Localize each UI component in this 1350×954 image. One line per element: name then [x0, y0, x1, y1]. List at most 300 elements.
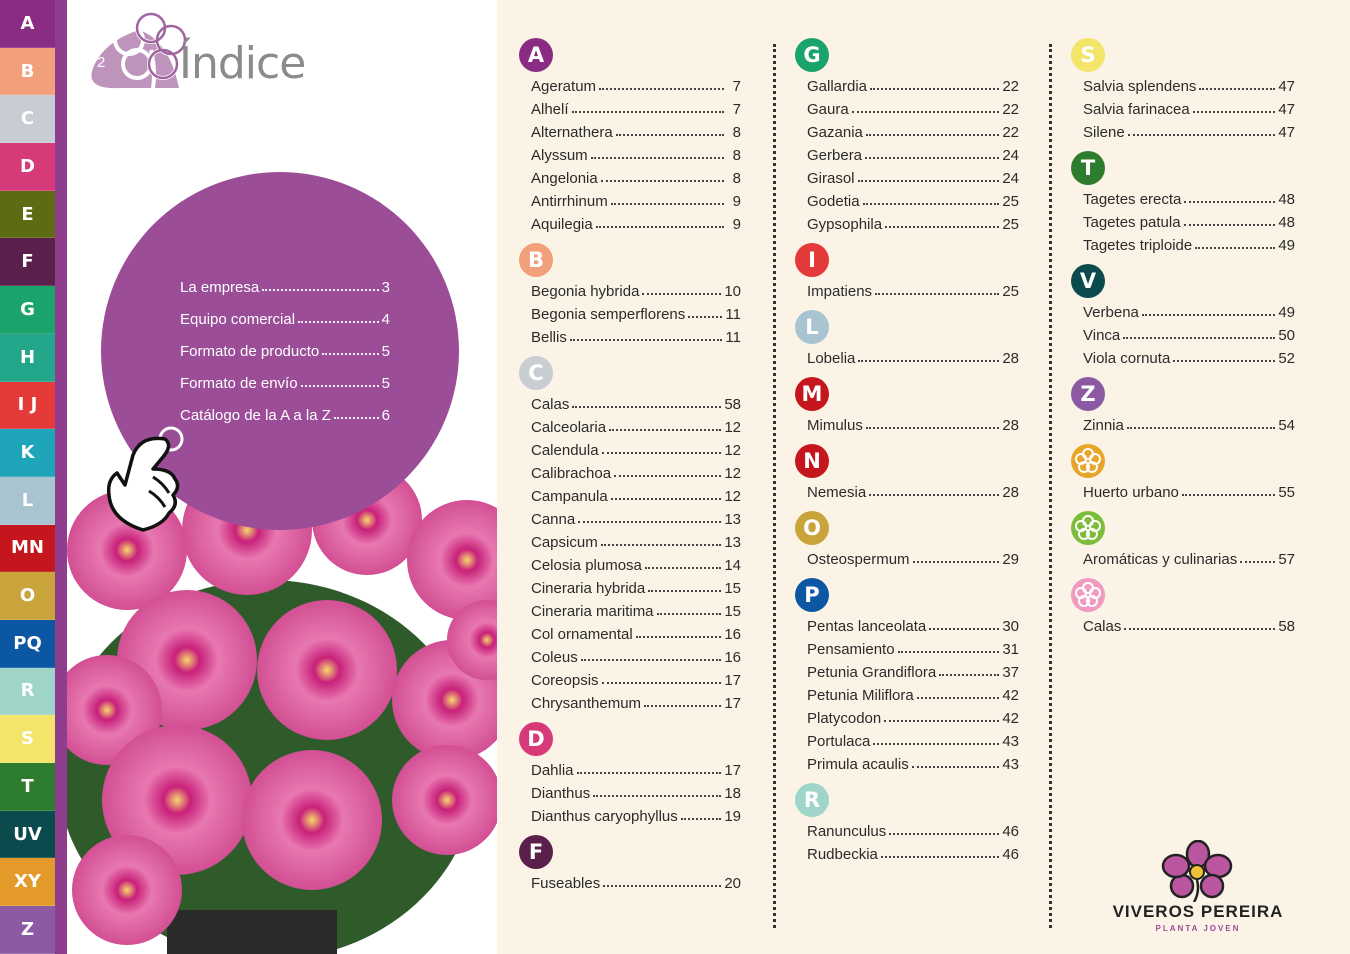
- index-section: [1080, 377, 1295, 434]
- flower-icon[interactable]: [1071, 511, 1105, 545]
- leader-dots: [898, 651, 1000, 653]
- tab-l[interactable]: L: [0, 477, 55, 525]
- entry-name: Chrysanthemum: [531, 695, 642, 712]
- entry-page: 11: [725, 329, 741, 346]
- index-section: [803, 444, 1019, 501]
- leader-dots: [570, 339, 723, 341]
- index-section: [528, 356, 741, 712]
- index-entry[interactable]: [531, 551, 741, 574]
- index-section: [801, 377, 1019, 434]
- letter-badge-i[interactable]: I: [795, 243, 829, 277]
- pointing-hand-icon: [103, 425, 193, 535]
- alphabet-tabs: [0, 0, 55, 954]
- entry-page: 7: [732, 78, 741, 95]
- tab-g[interactable]: G: [0, 286, 55, 334]
- index-section: [1080, 151, 1295, 254]
- letter-badge-z[interactable]: Z: [1071, 377, 1105, 411]
- leader-dots: [572, 406, 721, 408]
- letter-badge-l[interactable]: L: [795, 310, 829, 344]
- tab-t[interactable]: T: [0, 763, 55, 811]
- index-entry[interactable]: [531, 413, 741, 436]
- index-entry[interactable]: [531, 72, 741, 95]
- leader-dots: [1127, 427, 1275, 429]
- entry-page: 54: [1278, 417, 1295, 434]
- index-section: [527, 722, 741, 825]
- entry-name: Silene: [1083, 124, 1125, 141]
- leader-dots: [616, 134, 724, 136]
- index-entry[interactable]: [1083, 411, 1295, 434]
- index-entry[interactable]: [1083, 478, 1295, 501]
- index-entry[interactable]: [1083, 545, 1295, 568]
- index-entry[interactable]: [531, 436, 741, 459]
- brand-tagline: PLANTA JOVEN: [1155, 924, 1241, 933]
- index-entry[interactable]: [807, 478, 1019, 501]
- entry-name: Calceolaria: [531, 419, 607, 436]
- leader-dots: [912, 766, 1000, 768]
- leader-dots: [1199, 88, 1275, 90]
- menu-item[interactable]: [180, 392, 390, 424]
- index-entry[interactable]: [1083, 72, 1295, 95]
- entry-name: Calendula: [531, 442, 599, 459]
- leader-dots: [866, 427, 999, 429]
- index-entry[interactable]: [807, 635, 1019, 658]
- tab-d[interactable]: D: [0, 143, 55, 191]
- entry-page: 18: [724, 785, 741, 802]
- intro-menu: [180, 264, 390, 424]
- index-entry[interactable]: [531, 210, 741, 233]
- column-divider: [1049, 44, 1052, 928]
- index-entry[interactable]: [531, 118, 741, 141]
- entry-page: 43: [1002, 733, 1019, 750]
- tab-o[interactable]: O: [0, 572, 55, 620]
- index-entry[interactable]: [1083, 344, 1295, 367]
- menu-item-label: Catálogo de la A a la Z: [180, 407, 331, 424]
- entry-page: 52: [1278, 350, 1295, 367]
- menu-item[interactable]: [180, 264, 390, 296]
- index-entry[interactable]: [531, 574, 741, 597]
- index-entry[interactable]: [531, 666, 741, 689]
- index-entry[interactable]: [1083, 185, 1295, 208]
- letter-badge-b[interactable]: B: [519, 243, 553, 277]
- index-entry[interactable]: [531, 756, 741, 779]
- index-entry[interactable]: [531, 802, 741, 825]
- entry-page: 17: [724, 672, 741, 689]
- tab-c[interactable]: C: [0, 95, 55, 143]
- leader-dots: [596, 226, 724, 228]
- entry-page: 43: [1002, 756, 1019, 773]
- index-entry[interactable]: [807, 72, 1019, 95]
- index-entry[interactable]: [1083, 298, 1295, 321]
- entry-name: Canna: [531, 511, 576, 528]
- leader-dots: [917, 697, 1000, 699]
- entry-name: Col ornamental: [531, 626, 633, 643]
- tab-r[interactable]: R: [0, 668, 55, 716]
- entry-page: 8: [732, 124, 741, 141]
- entry-page: 11: [725, 306, 741, 323]
- entry-name: Ageratum: [531, 78, 597, 95]
- page-number: 2: [97, 54, 106, 71]
- entry-page: 42: [1002, 687, 1019, 704]
- tab-xy[interactable]: XY: [0, 858, 55, 906]
- tab-a[interactable]: A: [0, 0, 55, 48]
- entry-name: Antirrhinum: [531, 193, 608, 210]
- entry-name: Godetia: [807, 193, 860, 210]
- entry-page: 28: [1002, 350, 1019, 367]
- leader-dots: [1142, 314, 1275, 316]
- leader-dots: [1184, 201, 1275, 203]
- index-entry[interactable]: [807, 840, 1019, 863]
- leader-dots: [1173, 360, 1275, 362]
- index-entry[interactable]: [531, 277, 741, 300]
- menu-item[interactable]: [180, 360, 390, 392]
- index-entry[interactable]: [531, 323, 741, 346]
- entry-page: 48: [1278, 214, 1295, 231]
- flower-icon[interactable]: [1071, 578, 1105, 612]
- leader-dots: [301, 385, 379, 387]
- leader-dots: [889, 833, 999, 835]
- entry-page: 10: [724, 283, 741, 300]
- entry-page: 9: [732, 216, 741, 233]
- index-entry[interactable]: [807, 210, 1019, 233]
- menu-item-page: 5: [381, 375, 390, 392]
- entry-name: Gazania: [807, 124, 863, 141]
- leader-dots: [881, 856, 999, 858]
- entry-page: 31: [1002, 641, 1019, 658]
- index-entry[interactable]: [807, 277, 1019, 300]
- entry-page: 46: [1002, 823, 1019, 840]
- entry-page: 25: [1002, 283, 1019, 300]
- index-entry[interactable]: [531, 187, 741, 210]
- entry-name: Verbena: [1083, 304, 1139, 321]
- index-entry[interactable]: [531, 528, 741, 551]
- entry-page: 16: [724, 626, 741, 643]
- entry-page: 50: [1278, 327, 1295, 344]
- entry-name: Alhelí: [531, 101, 569, 118]
- index-entry[interactable]: [807, 545, 1019, 568]
- entry-page: 47: [1278, 124, 1295, 141]
- leader-dots: [688, 316, 722, 318]
- entry-name: Calas: [531, 396, 570, 413]
- index-column-2: [801, 38, 1019, 863]
- index-section: [807, 310, 1019, 367]
- index-entry[interactable]: [531, 869, 741, 892]
- menu-item-label: Formato de producto: [180, 343, 320, 360]
- letter-badge-s[interactable]: S: [1071, 38, 1105, 72]
- index-entry[interactable]: [531, 643, 741, 666]
- index-entry[interactable]: [807, 681, 1019, 704]
- index-entry[interactable]: [531, 597, 741, 620]
- entry-page: 22: [1002, 101, 1019, 118]
- entry-name: Primula acaulis: [807, 756, 909, 773]
- index-entry[interactable]: [1083, 231, 1295, 254]
- petunia-illustration: [67, 470, 497, 954]
- leader-dots: [593, 795, 721, 797]
- index-entry[interactable]: [531, 689, 741, 712]
- leader-dots: [609, 429, 721, 431]
- entry-name: Aquilegia: [531, 216, 593, 233]
- index-section: [1083, 578, 1295, 635]
- entry-name: Cineraria hybrida: [531, 580, 646, 597]
- index-entry[interactable]: [531, 164, 741, 187]
- entry-page: 9: [732, 193, 741, 210]
- entry-page: 29: [1002, 551, 1019, 568]
- leader-dots: [858, 360, 999, 362]
- index-entry[interactable]: [531, 459, 741, 482]
- entry-page: 20: [724, 875, 741, 892]
- leader-dots: [601, 544, 722, 546]
- index-entry[interactable]: [807, 817, 1019, 840]
- index-entry[interactable]: [531, 300, 741, 323]
- letter-badge-a[interactable]: A: [519, 38, 553, 72]
- entry-name: Cineraria maritima: [531, 603, 654, 620]
- entry-name: Ranunculus: [807, 823, 887, 840]
- leader-dots: [1195, 247, 1275, 249]
- entry-page: 14: [724, 557, 741, 574]
- entry-name: Pensamiento: [807, 641, 895, 658]
- entry-name: Dianthus caryophyllus: [531, 808, 678, 825]
- entry-name: Girasol: [807, 170, 855, 187]
- letter-badge-t[interactable]: T: [1071, 151, 1105, 185]
- entry-name: Petunia Grandiflora: [807, 664, 937, 681]
- entry-name: Salvia splendens: [1083, 78, 1197, 95]
- letter-badge-m[interactable]: M: [795, 377, 829, 411]
- index-entry[interactable]: [807, 187, 1019, 210]
- entry-page: 15: [724, 580, 741, 597]
- leader-dots: [939, 674, 999, 676]
- menu-item-label: La empresa: [180, 279, 260, 296]
- letter-badge-r[interactable]: R: [795, 783, 829, 817]
- index-entry[interactable]: [1083, 612, 1295, 635]
- letter-badge-f[interactable]: F: [519, 835, 553, 869]
- letter-badge-d[interactable]: D: [519, 722, 553, 756]
- index-panel: [497, 0, 1350, 954]
- leader-dots: [322, 353, 378, 355]
- index-entry[interactable]: [807, 344, 1019, 367]
- leader-dots: [642, 293, 721, 295]
- entry-page: 13: [724, 511, 741, 528]
- index-entry[interactable]: [531, 390, 741, 413]
- menu-item-page: 6: [381, 407, 390, 424]
- entry-page: 46: [1002, 846, 1019, 863]
- entry-page: 12: [724, 465, 741, 482]
- leader-dots: [603, 885, 721, 887]
- leader-dots: [885, 226, 999, 228]
- index-entry[interactable]: [807, 141, 1019, 164]
- entry-name: Begonia semperflorens: [531, 306, 686, 323]
- entry-name: Tagetes erecta: [1083, 191, 1182, 208]
- tab-k[interactable]: K: [0, 429, 55, 477]
- menu-item-page: 3: [381, 279, 390, 296]
- entry-name: Aromáticas y culinarias: [1083, 551, 1238, 568]
- tab-mn[interactable]: MN: [0, 525, 55, 573]
- letter-badge-n[interactable]: N: [795, 444, 829, 478]
- entry-name: Tagetes patula: [1083, 214, 1181, 231]
- index-entry[interactable]: [807, 164, 1019, 187]
- entry-page: 24: [1002, 170, 1019, 187]
- entry-name: Calibrachoa: [531, 465, 612, 482]
- entry-name: Celosia plumosa: [531, 557, 642, 574]
- entry-name: Angelonia: [531, 170, 598, 187]
- menu-item[interactable]: [180, 328, 390, 360]
- leader-dots: [1182, 494, 1275, 496]
- index-entry[interactable]: [807, 750, 1019, 773]
- index-section: [804, 578, 1019, 773]
- entry-name: Calas: [1083, 618, 1122, 635]
- entry-name: Fuseables: [531, 875, 601, 892]
- index-section: [528, 835, 741, 892]
- leader-dots: [873, 743, 999, 745]
- letter-badge-o[interactable]: O: [795, 511, 829, 545]
- leader-dots: [913, 561, 1000, 563]
- entry-page: 12: [724, 419, 741, 436]
- entry-page: 13: [724, 534, 741, 551]
- leader-dots: [1193, 111, 1276, 113]
- index-section: [1083, 511, 1295, 568]
- leader-dots: [262, 289, 378, 291]
- index-entry[interactable]: [1083, 208, 1295, 231]
- menu-item-page: 4: [381, 311, 390, 328]
- entry-name: Gaura: [807, 101, 849, 118]
- index-section: [1080, 38, 1295, 141]
- index-entry[interactable]: [531, 482, 741, 505]
- index-entry[interactable]: [1083, 95, 1295, 118]
- letter-badge-c[interactable]: C: [519, 356, 553, 390]
- index-entry[interactable]: [531, 505, 741, 528]
- entry-name: Alyssum: [531, 147, 588, 164]
- entry-page: 8: [732, 170, 741, 187]
- tab-h[interactable]: H: [0, 334, 55, 382]
- tab-ij[interactable]: I J: [0, 382, 55, 430]
- entry-name: Rudbeckia: [807, 846, 878, 863]
- tab-spine: [55, 0, 67, 954]
- menu-item-label: Equipo comercial: [180, 311, 296, 328]
- brand-logo: [1108, 840, 1288, 940]
- entry-name: Alternathera: [531, 124, 613, 141]
- index-entry[interactable]: [807, 118, 1019, 141]
- tab-uv[interactable]: UV: [0, 811, 55, 859]
- entry-page: 8: [732, 147, 741, 164]
- leader-dots: [1124, 628, 1275, 630]
- leader-dots: [929, 628, 999, 630]
- entry-name: Gypsophila: [807, 216, 883, 233]
- index-section: [1083, 444, 1295, 501]
- index-entry[interactable]: [531, 779, 741, 802]
- tab-s[interactable]: S: [0, 715, 55, 763]
- entry-name: Mimulus: [807, 417, 863, 434]
- entry-name: Portulaca: [807, 733, 871, 750]
- leader-dots: [858, 180, 1000, 182]
- entry-name: Begonia hybrida: [531, 283, 640, 300]
- leader-dots: [863, 203, 1000, 205]
- leader-dots: [611, 498, 722, 500]
- entry-page: 57: [1278, 551, 1295, 568]
- entry-page: 22: [1002, 124, 1019, 141]
- leader-dots: [865, 157, 999, 159]
- entry-page: 28: [1002, 484, 1019, 501]
- flower-icon[interactable]: [1071, 444, 1105, 478]
- tab-z[interactable]: Z: [0, 906, 55, 954]
- entry-page: 58: [1278, 618, 1295, 635]
- entry-name: Petunia Miliflora: [807, 687, 914, 704]
- menu-item[interactable]: [180, 296, 390, 328]
- leader-dots: [644, 705, 721, 707]
- entry-page: 47: [1278, 78, 1295, 95]
- index-entry[interactable]: [531, 141, 741, 164]
- tab-f[interactable]: F: [0, 238, 55, 286]
- entry-name: Bellis: [531, 329, 567, 346]
- leader-dots: [1123, 337, 1275, 339]
- leader-dots: [602, 452, 722, 454]
- entry-page: 17: [724, 695, 741, 712]
- letter-badge-p[interactable]: P: [795, 578, 829, 612]
- leader-dots: [681, 818, 722, 820]
- index-entry[interactable]: [807, 411, 1019, 434]
- index-entry[interactable]: [531, 95, 741, 118]
- tab-pq[interactable]: PQ: [0, 620, 55, 668]
- index-entry[interactable]: [531, 620, 741, 643]
- index-entry[interactable]: [1083, 321, 1295, 344]
- letter-badge-g[interactable]: G: [795, 38, 829, 72]
- index-entry[interactable]: [807, 704, 1019, 727]
- menu-item-label: Formato de envío: [180, 375, 298, 392]
- leader-dots: [875, 293, 999, 295]
- entry-page: 42: [1002, 710, 1019, 727]
- leader-dots: [645, 567, 721, 569]
- index-entry[interactable]: [1083, 118, 1295, 141]
- entry-name: Osteospermum: [807, 551, 910, 568]
- brand-flower-icon: [1158, 840, 1238, 902]
- entry-name: Coleus: [531, 649, 578, 666]
- letter-badge-v[interactable]: V: [1071, 264, 1105, 298]
- entry-name: Lobelia: [807, 350, 856, 367]
- entry-name: Nemesia: [807, 484, 867, 501]
- entry-page: 49: [1278, 304, 1295, 321]
- leader-dots: [884, 720, 999, 722]
- entry-page: 55: [1278, 484, 1295, 501]
- entry-page: 37: [1002, 664, 1019, 681]
- entry-page: 19: [724, 808, 741, 825]
- index-section: [527, 38, 741, 233]
- leader-dots: [657, 613, 722, 615]
- index-column-1: [527, 38, 741, 892]
- tab-e[interactable]: E: [0, 191, 55, 239]
- entry-name: Platycodon: [807, 710, 882, 727]
- index-entry[interactable]: [807, 658, 1019, 681]
- entry-page: 17: [724, 762, 741, 779]
- index-entry[interactable]: [807, 612, 1019, 635]
- entry-page: 22: [1002, 78, 1019, 95]
- leader-dots: [1240, 561, 1275, 563]
- index-entry[interactable]: [807, 95, 1019, 118]
- entry-name: Pentas lanceolata: [807, 618, 927, 635]
- tab-b[interactable]: B: [0, 48, 55, 96]
- leader-dots: [614, 475, 721, 477]
- menu-item-page: 5: [381, 343, 390, 360]
- leader-dots: [869, 494, 999, 496]
- index-section: [1079, 264, 1295, 367]
- leader-dots: [599, 88, 724, 90]
- column-divider: [773, 44, 776, 928]
- entry-name: Capsicum: [531, 534, 598, 551]
- index-entry[interactable]: [807, 727, 1019, 750]
- leader-dots: [602, 682, 722, 684]
- entry-name: Impatiens: [807, 283, 873, 300]
- entry-page: 28: [1002, 417, 1019, 434]
- entry-page: 16: [724, 649, 741, 666]
- index-section: [803, 38, 1019, 233]
- index-section: [527, 243, 741, 346]
- entry-page: 30: [1002, 618, 1019, 635]
